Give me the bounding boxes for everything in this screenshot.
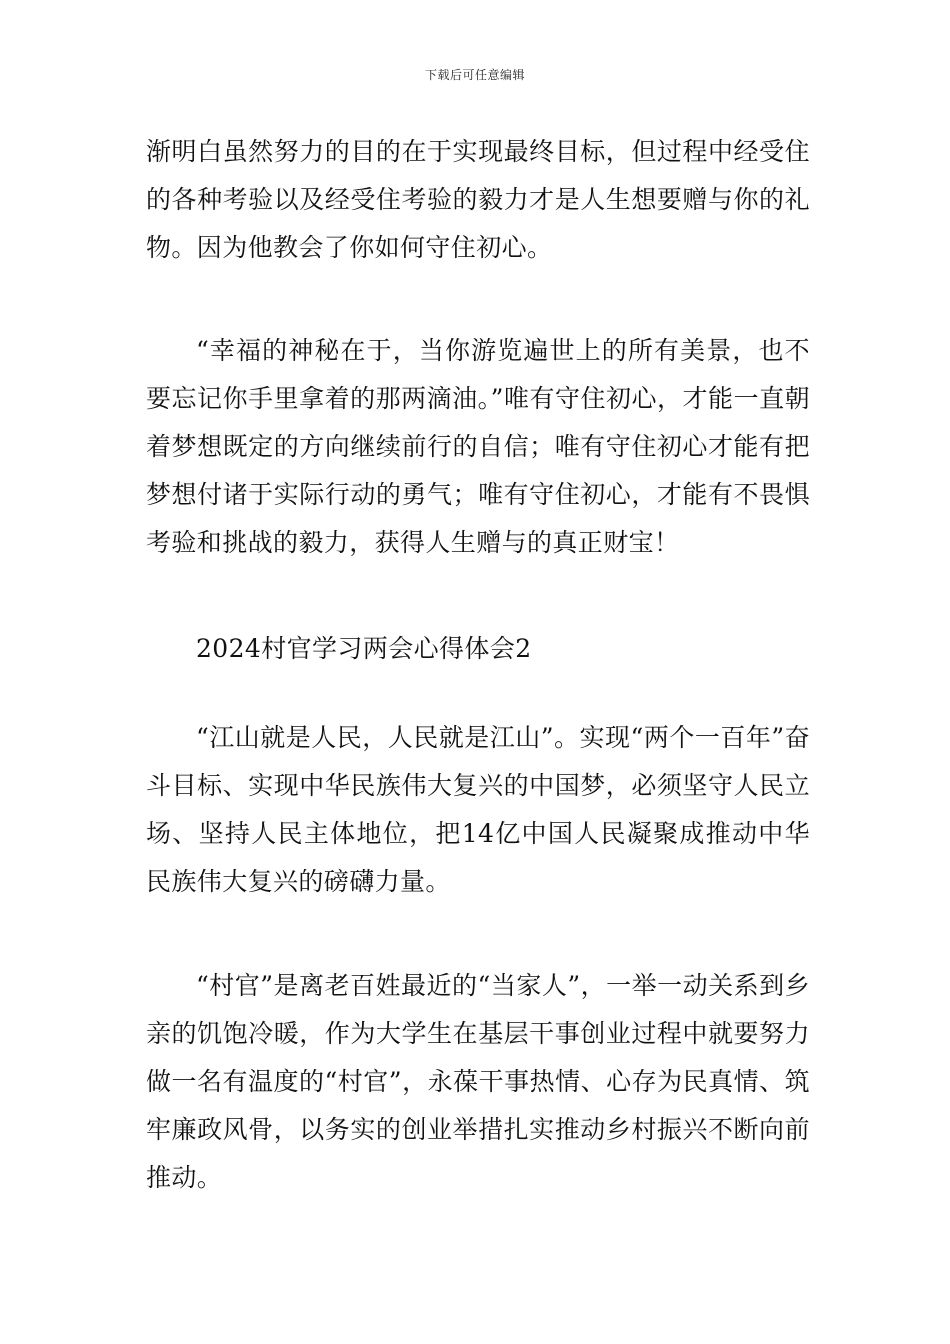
paragraph-continued: 渐明白虽然努力的目的在于实现最终目标，但过程中经受住的各种考验以及经受住考验的毅力才是人生想要赠与你的礼物。因为他教会了你如何守住初心。 bbox=[146, 137, 810, 262]
paragraph-village-official: “村官”是离老百姓最近的“当家人”，一举一动关系到乡亲的饥饱冷暖，作为大学生在基层干事创业过程中就要努力做一名有温度的“村官”，永葆干事热情、心存为民真情、筑牢廉政风骨，以务实的创业举措扎实推动乡村振兴不断向前推动。 bbox=[146, 971, 810, 1192]
download-note: 下载后可任意编辑 bbox=[424, 68, 525, 82]
section-heading: 2024村官学习两会心得体会2 bbox=[196, 634, 532, 663]
paragraph-happiness: “幸福的神秘在于，当你游览遍世上的所有美景，也不要忘记你手里拿着的那两滴油。”唯有守住初心，才能一直朝着梦想既定的方向继续前行的自信；唯有守住初心才能有把梦想付诸于实际行动的勇气；唯有守住初心，才能有不畏惧考验和挑战的毅力，获得人生赠与的真正财宝！ bbox=[146, 336, 810, 557]
paragraph-people: “江山就是人民，人民就是江山”。实现“两个一百年”奋斗目标、实现中华民族伟大复兴的中国梦，必须坚守人民立场、坚持人民主体地位，把14亿中国人民凝聚成推动中华民族伟大复兴的磅礴力量。 bbox=[146, 723, 810, 896]
